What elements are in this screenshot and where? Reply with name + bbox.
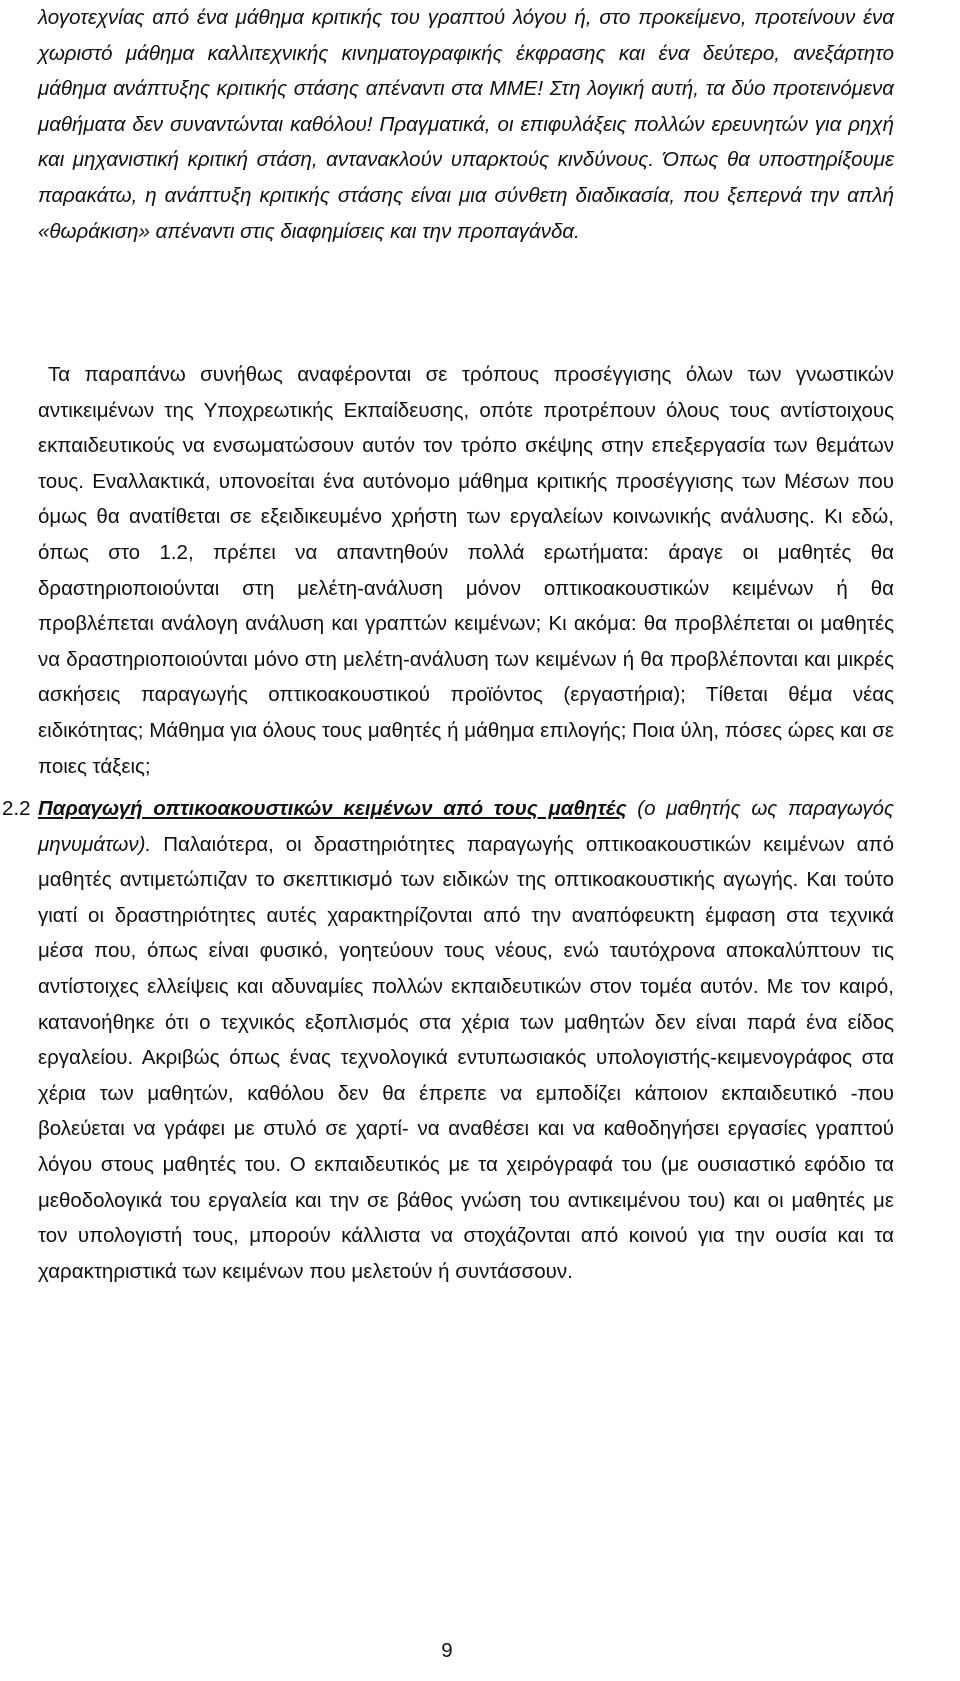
page-number: 9 <box>441 1639 453 1662</box>
section-2-2 <box>0 791 894 1289</box>
body-paragraph: Τα παραπάνω συνήθως αναφέρονται σε τρόπους προσέγγισης όλων των γνωστικών αντικειμένων της Υποχρεωτικής Εκπαίδευσης, οπότε προτρέπουν όλους τους αντίστοιχους εκπαιδευτικούς να ενσωματώσουν αυτόν τον τρόπο σκέψης στην επεξεργασία των θεμάτων τους. Εναλλακτικά, υπονοείται ένα αυτόνομο μάθημα κριτικής προσέγγισης των Μέσων που όμως θα ανατίθεται σε εξειδικευμένο χρήστη των εργαλείων κοινωνικής ανάλυσης. Κι εδώ, όπως στο 1.2, πρέπει να απαντηθούν πολλά ερωτήματα: άραγε οι μαθητές θα δραστηριοποιούνται στη μελέτη-ανάλυση μόνον οπτικοακουστικών κειμένων ή θα προβλέπεται ανάλογη ανάλυση και γραπτών κειμένων; Κι ακόμα: θα προβλέπεται οι μαθητές να δραστηριοποιούνται μόνο στη μελέτη-ανάλυση των κειμένων ή θα προβλέπονται και μικρές ασκήσεις παραγωγής οπτικοακουστικού προϊόντος (εργαστήρια); Τίθεται θέμα νέας ειδικότητας; Μάθημα για όλους τους μαθητές ή μάθημα επιλογής; Ποια ύλη, πόσες ώρες και σε ποιες τάξεις; <box>38 363 894 778</box>
section-number: 2.2 <box>2 797 31 820</box>
section-body-text: Παλαιότερα, οι δραστηριότητες παραγωγής οπτικοακουστικών κειμένων από μαθητές αντιμετώπιζαν το σκεπτικισμό των ειδικών της οπτικοακουστικής αγωγής. Και τούτο γιατί οι δραστηριότητες αυτές χαρακτηρίζονται από την αναπόφευκτη έμφαση στα τεχνικά μέσα που, όπως είναι φυσικό, γοητεύουν τους νέους, ενώ ταυτόχρονα αποκαλύπτουν τις αντίστοιχες ελλείψεις και αδυναμίες πολλών εκπαιδευτικών στον τομέα αυτόν. Με τον καιρό, κατανοήθηκε ότι ο τεχνικός εξοπλισμός στα χέρια των μαθητών δεν είναι παρά ένα είδος εργαλείου. Ακριβώς όπως ένας τεχνολογικά εντυπωσιακός υπολογιστής-κειμενογράφος στα χέρια των μαθητών, καθόλου δεν θα έπρεπε να εμποδίζει κάποιον εκπαιδευτικό -που βολεύεται να γράφει με στυλό σε χαρτί- να αναθέσει και να καθοδηγήσει εργασίες γραπτού λόγου στους μαθητές του. Ο εκπαιδευτικός με τα χειρόγραφά του (με ουσιαστικό εφόδιο τα μεθοδολογικά του εργαλεία και την σε βάθος γνώση του αντικειμένου του) και οι μαθητές με τον υπολογιστή τους, μπορούν κάλλιστα να στοχάζονται από κοινού για την ουσία και τα χαρακτηριστικά των κειμένων που μελετούν ή συντάσσουν. <box>38 832 894 1283</box>
section-subtitle: (ο μαθητής ως παραγωγός μηνυμάτων). <box>38 797 895 856</box>
italic-paragraph: λογοτεχνίας από ένα μάθημα κριτικής του γραπτού λόγου ή, στο προκείμενο, προτείνουν ένα χωριστό μάθημα καλλιτεχνικής κινηματογραφικής έκφρασης και ένα δεύτερο, ανεξάρτητο μάθημα ανάπτυξης κριτικής στάσης απέναντι στα ΜΜΕ! Στη λογική αυτή, τα δύο προτεινόμενα μαθήματα δεν συναντώνται καθόλου! Πραγματικά, οι επιφυλάξεις πολλών ερευνητών για ρηχή και μηχανιστική κριτική στάση, αντανακλούν υπαρκτούς κινδύνους. Όπως θα υποστηρίξουμε παρακάτω, η ανάπτυξη κριτικής στάσης είναι μια σύνθετη διαδικασία, που ξεπερνά την απλή «θωράκιση» απέναντι στις διαφημίσεις και την προπαγάνδα. <box>38 6 894 243</box>
section-paragraph <box>0 791 894 1289</box>
section-title: Παραγωγή οπτικοακουστικών κειμένων από τους μαθητές <box>38 797 627 820</box>
